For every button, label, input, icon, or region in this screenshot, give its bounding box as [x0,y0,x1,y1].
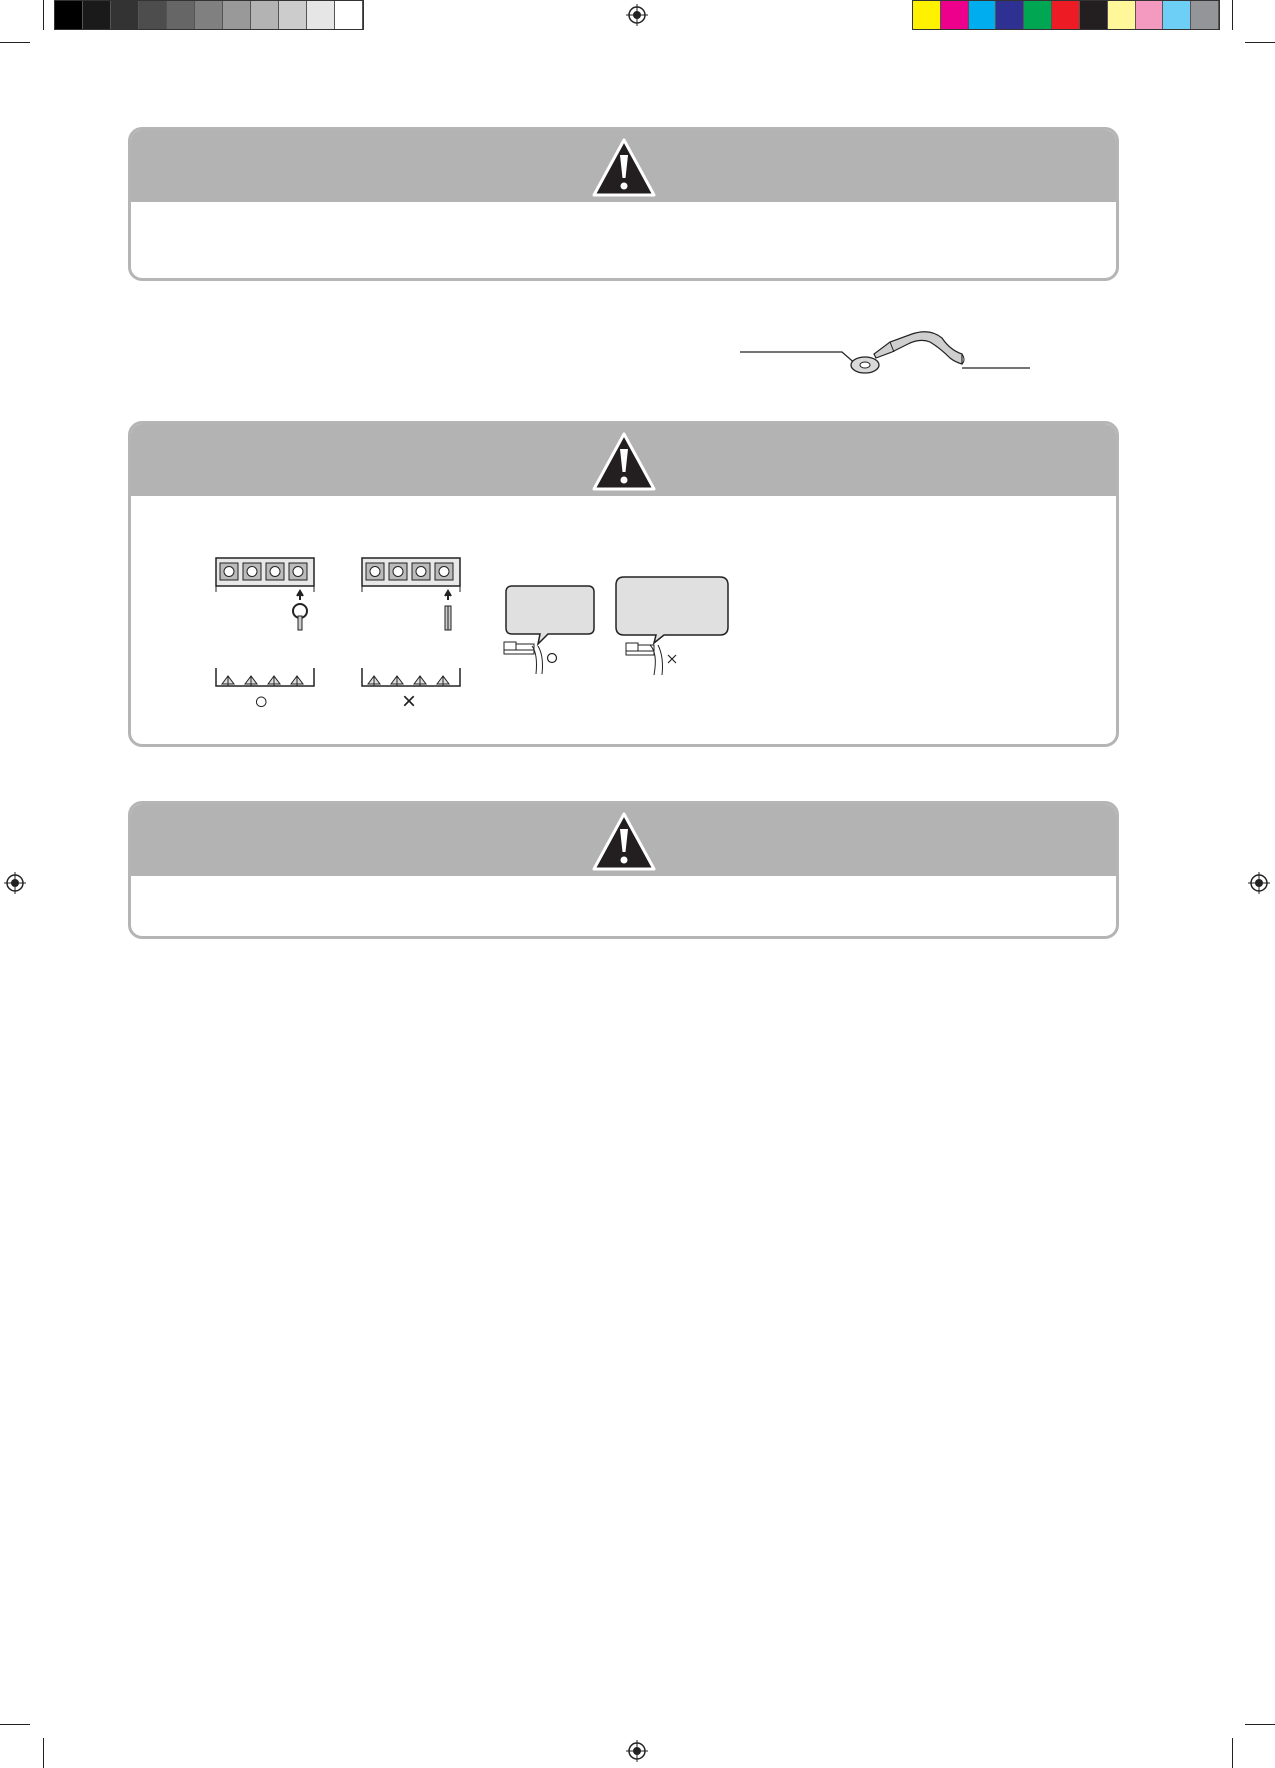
terminal-block-incorrect-figure [360,556,464,648]
registration-mark-icon [4,872,26,894]
color-swatch [941,1,969,29]
crop-mark [0,1724,30,1725]
terminal-strip-incorrect-figure [360,666,464,688]
caution-panel-body [131,876,1116,908]
caution-panel-header [131,804,1116,876]
crop-mark [1245,42,1275,43]
wire-callout-correct-figure [502,584,598,676]
color-swatch [251,1,279,29]
color-swatch [167,1,195,29]
warning-triangle-icon [592,432,656,492]
process-color-bar [912,0,1220,30]
color-swatch [139,1,167,29]
caution-panel-header [131,424,1116,496]
color-swatch [83,1,111,29]
terminal-block-correct-figure [214,556,318,648]
warning-triangle-icon [592,138,656,198]
caution-panel-body [131,496,1116,528]
caution-panel-1 [128,127,1119,281]
color-swatch [195,1,223,29]
correct-mark: ○ [254,688,269,715]
crop-mark [1232,0,1233,30]
color-swatch [1191,1,1219,29]
color-swatch [307,1,335,29]
color-swatch [996,1,1024,29]
color-swatch [913,1,941,29]
color-swatch [279,1,307,29]
caution-panel-body [131,202,1116,234]
color-swatch [1136,1,1164,29]
caution-panel-header [131,130,1116,202]
crop-mark [43,0,44,30]
crop-mark [1232,1738,1233,1768]
color-swatch [969,1,997,29]
color-swatch [1024,1,1052,29]
ring-terminal-figure [740,330,1040,386]
incorrect-mark: × [402,688,417,715]
color-swatch [1052,1,1080,29]
warning-triangle-icon [592,812,656,872]
color-swatch [1108,1,1136,29]
color-swatch [111,1,139,29]
grayscale-color-bar [54,0,364,30]
caution-panel-3 [128,801,1119,939]
color-swatch [1163,1,1191,29]
crop-mark [1245,1724,1275,1725]
wire-callout-incorrect-figure [614,575,730,677]
registration-mark-icon [1248,872,1270,894]
registration-mark-icon [626,4,648,26]
terminal-strip-correct-figure [214,666,318,688]
color-swatch [223,1,251,29]
color-swatch [1080,1,1108,29]
crop-mark [43,1738,44,1768]
color-swatch [335,1,363,29]
crop-mark [0,42,30,43]
color-swatch [55,1,83,29]
registration-mark-icon [626,1740,648,1762]
